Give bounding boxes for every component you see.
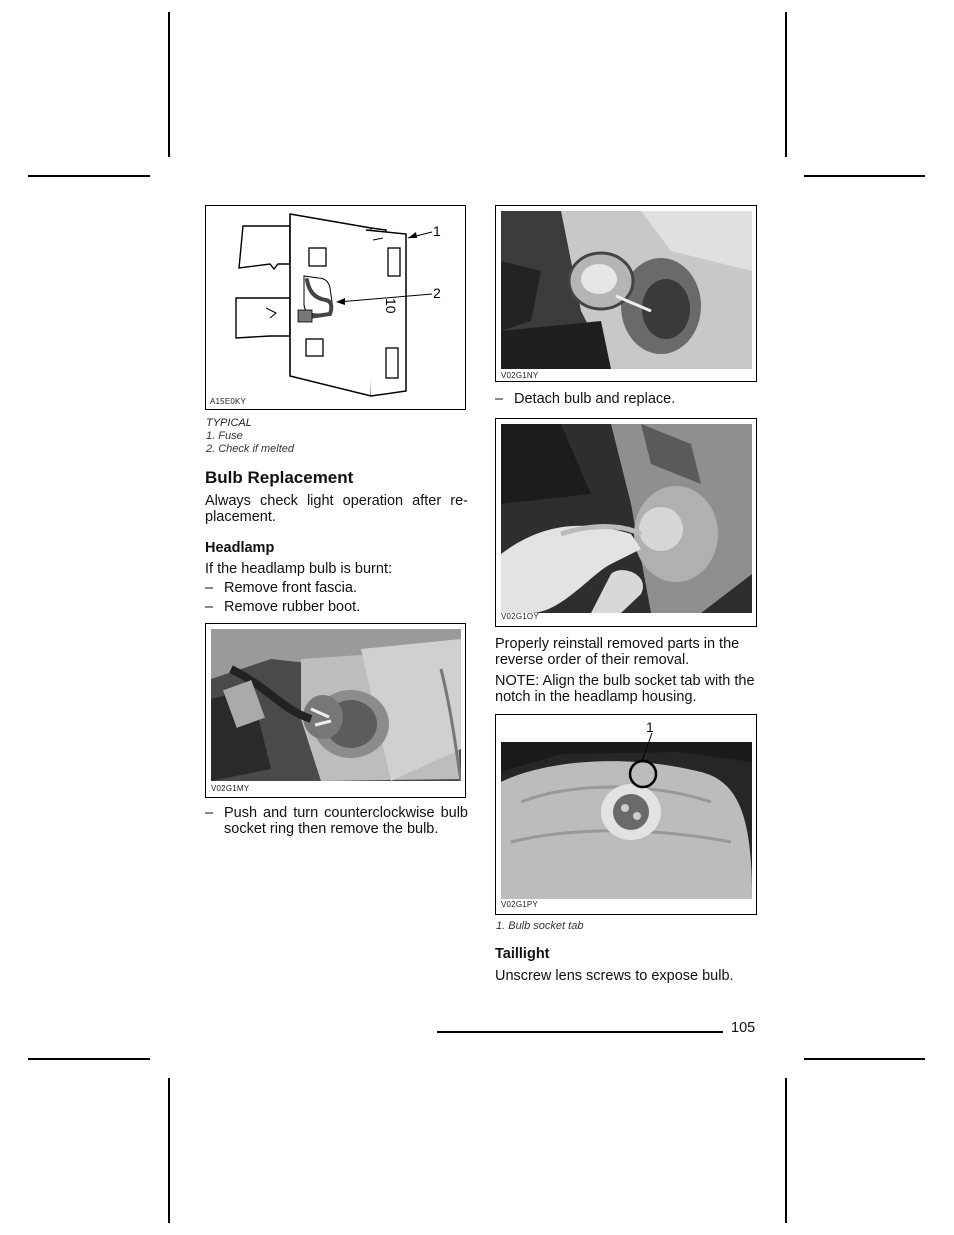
footer-rule [437,1031,723,1033]
headlamp-title: Headlamp [205,540,275,556]
fuse-drawing [206,206,464,408]
taillight-title: Taillight [495,946,550,962]
crop-mark-top-right-vertical [785,12,787,157]
crop-mark-bottom-left-horizontal [28,1058,150,1060]
headlamp-step [205,805,468,837]
bulb-photo-figure [495,205,757,382]
detach-step [495,391,757,407]
section-intro: Always check light operation after re-placement. [205,493,468,525]
crop-mark-bottom-left-vertical [168,1078,170,1223]
socket-tab-caption: 1. Bulb socket tab [496,920,584,932]
dash: – [495,391,504,407]
callout-2: 2 [433,285,441,301]
page-number: 105 [731,1020,756,1036]
note-label: NOTE: [495,673,540,689]
step-text: Remove front fascia. [224,580,357,596]
figure-code: V02G1OY [501,612,539,621]
figure-code: V02G1MY [211,784,250,793]
headlamp-photo-figure [205,623,466,798]
caption-title: TYPICAL [206,417,252,429]
crop-mark-top-left-vertical [168,12,170,157]
crop-mark-top-left-horizontal [28,175,150,177]
figure-code: V02G1NY [501,371,539,380]
socket-tab-photo-figure [495,714,757,915]
note-text: Align the bulb socket tab with the notch in the headlamp housing. [495,673,755,705]
headlamp-step [205,580,468,596]
crop-mark-top-right-horizontal [804,175,925,177]
dash: – [205,805,214,821]
callout-1: 1 [646,719,654,735]
headlamp-photo [211,629,461,781]
dash: – [205,580,214,596]
taillight-text: Unscrew lens screws to expose bulb. [495,968,734,984]
bulb-photo [501,211,752,369]
caption-item: 1. Fuse [206,430,243,442]
callout-leader [496,715,758,775]
fuse-figure-caption [206,417,466,456]
reinstall-text: Properly reinstall removed parts in the reverse order of their removal. [495,636,740,668]
figure-code: V02G1PY [501,900,538,909]
headlamp-lead: If the headlamp bulb is burnt: [205,561,393,577]
hand-bulb-photo [501,424,752,613]
dash: – [205,599,214,615]
note-paragraph [495,673,758,705]
step-text: Detach bulb and replace. [514,391,676,407]
callout-1: 1 [433,223,441,239]
crop-mark-bottom-right-vertical [785,1078,787,1223]
hand-bulb-photo-figure [495,418,757,627]
step-text: Push and turn counterclockwise bulb socket ring then remove the bulb. [224,805,468,837]
step-text: Remove rubber boot. [224,599,361,615]
crop-mark-bottom-right-horizontal [804,1058,925,1060]
fuse-figure [205,205,466,410]
figure-code: A15E0KY [210,397,247,406]
caption-item: 2. Check if melted [206,443,295,455]
headlamp-step [205,599,468,615]
fuse-number: 10 [383,298,399,314]
section-title: Bulb Replacement [205,468,354,487]
